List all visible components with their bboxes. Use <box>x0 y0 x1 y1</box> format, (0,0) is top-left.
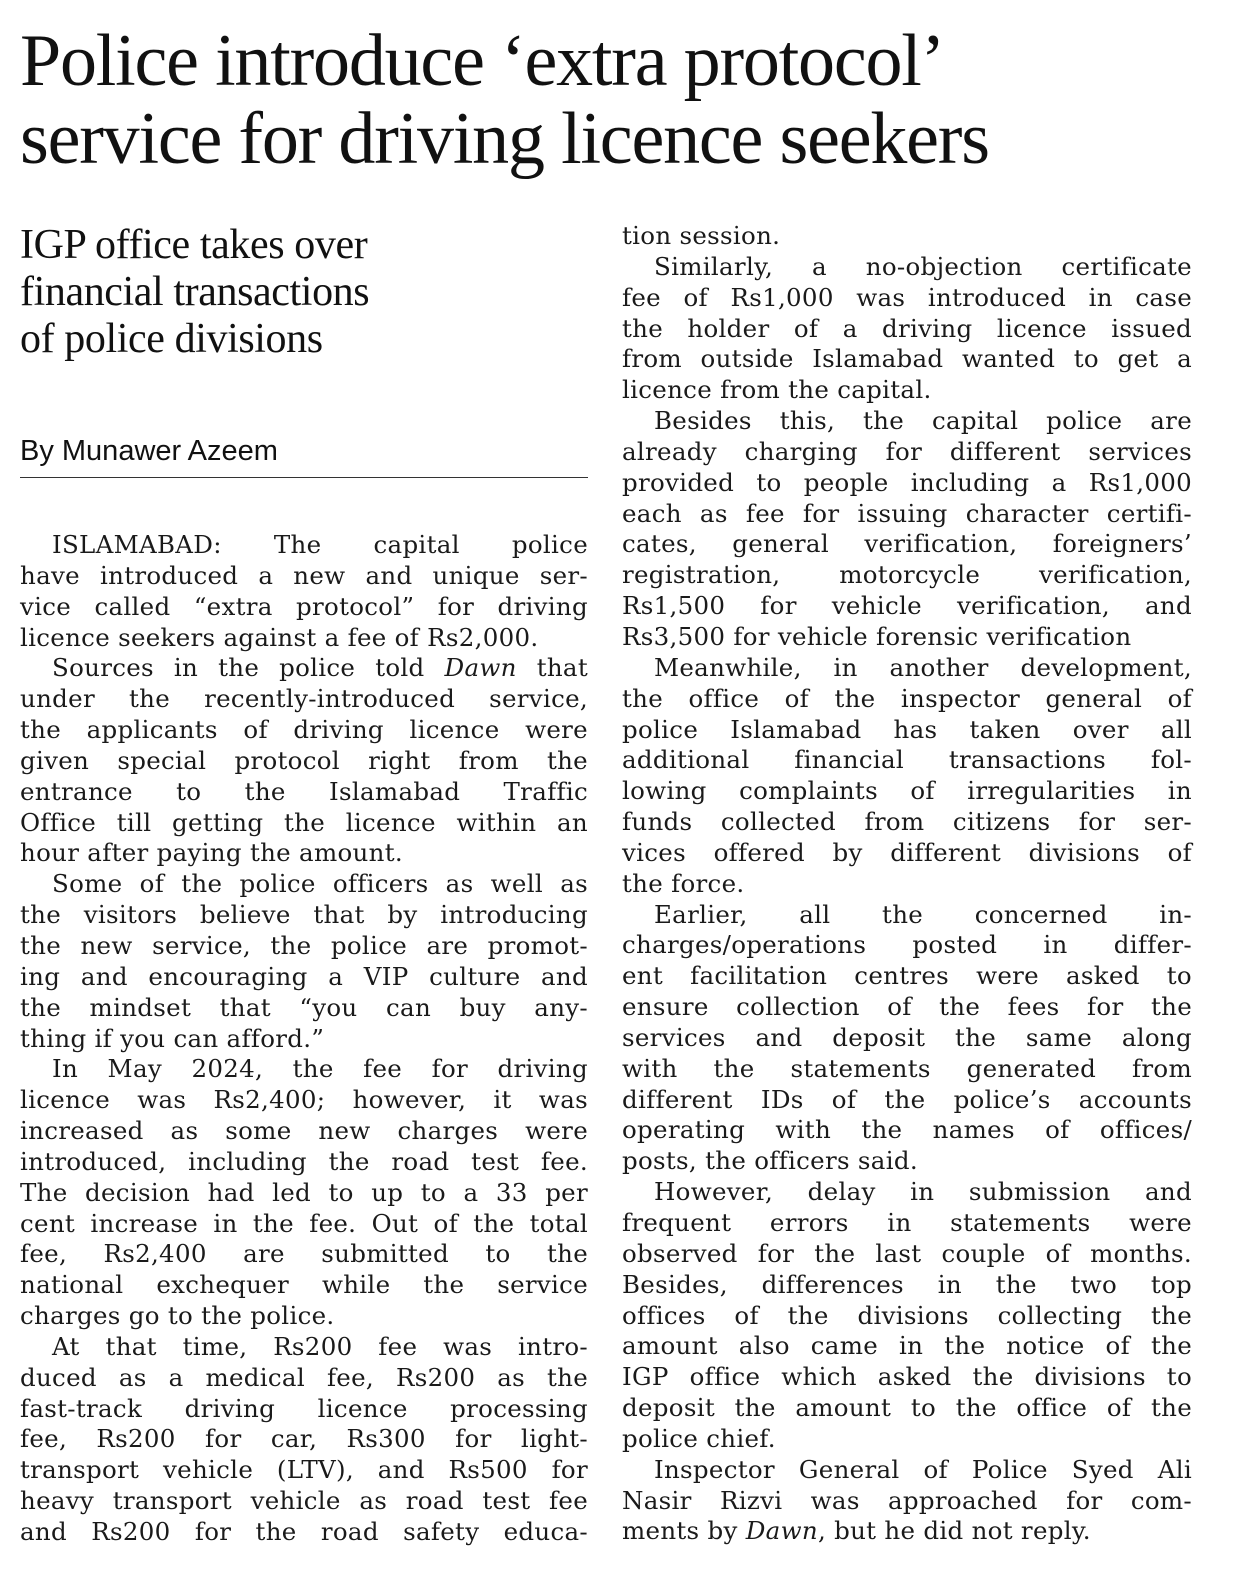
body-text-line: At that time, Rs200 fee was intro- <box>52 1331 588 1361</box>
publication-name: Dawn <box>444 653 517 683</box>
body-text-line: given special protocol right from the <box>20 745 588 775</box>
body-text-line: ensure collection of the fees for the <box>622 992 1192 1022</box>
body-text-line: registration, motorcycle verification, <box>622 560 1192 590</box>
body-text-line: heavy transport vehicle as road test fee <box>20 1486 588 1516</box>
article-column-1 <box>20 530 588 1548</box>
body-text-line: Sources in the police told Dawn that <box>52 653 588 683</box>
body-text-line: operating with the names of offices/ <box>622 1115 1192 1145</box>
body-text-line: and Rs200 for the road safety educa- <box>20 1517 588 1546</box>
subheadline <box>20 222 590 363</box>
body-text-line: IGP office which asked the divisions to <box>622 1362 1192 1392</box>
body-text-line: ments by Dawn, but he did not reply. <box>622 1516 1091 1546</box>
article-column-2 <box>622 221 1192 1547</box>
body-text-line: fee of Rs1,000 was introduced in case <box>622 282 1192 312</box>
body-text-line: charges/operations posted in differ- <box>622 930 1192 960</box>
body-text-line: cent increase in the fee. Out of the total <box>20 1208 588 1238</box>
body-text-line: cates, general verification, foreigners’ <box>622 529 1192 559</box>
subheadline-line: IGP office takes over <box>20 222 368 268</box>
body-text-line: increased as some new charges were <box>20 1116 588 1146</box>
body-text-line: Inspector General of Police Syed Ali <box>654 1454 1192 1484</box>
body-text-line: deposit the amount to the office of the <box>622 1393 1192 1423</box>
body-text-line: additional financial transactions fol- <box>622 745 1192 775</box>
body-text-line: ing and encouraging a VIP culture and <box>20 961 588 991</box>
body-text-line: Office till getting the licence within an <box>20 807 588 837</box>
body-text-line: licence seekers against a fee of Rs2,000. <box>20 622 539 652</box>
body-text-line: with the statements generated from <box>622 1053 1192 1083</box>
body-text-line: national exchequer while the service <box>20 1270 588 1300</box>
body-text-line: However, delay in submission and <box>654 1177 1192 1207</box>
body-text-line: Meanwhile, in another development, <box>654 652 1192 682</box>
body-text-line: thing if you can afford.” <box>20 1023 325 1053</box>
body-text-line: the mindset that “you can buy any- <box>20 992 588 1022</box>
body-text-line: offices of the divisions collecting the <box>622 1300 1192 1330</box>
body-text-line: vices offered by different divisions of <box>622 837 1192 867</box>
body-text-line: from outside Islamabad wanted to get a <box>622 344 1192 374</box>
body-text-line: vice called “extra protocol” for driving <box>20 591 588 621</box>
body-text-line: under the recently-introduced service, <box>20 684 588 714</box>
body-text-line: amount also came in the notice of the <box>622 1331 1192 1361</box>
body-text-line: lowing complaints of irregularities in <box>622 776 1192 806</box>
subheadline-line: of police divisions <box>20 316 323 362</box>
body-text-line: the holder of a driving licence issued <box>622 313 1192 343</box>
body-text-line: Rs1,500 for vehicle verification, and <box>622 591 1192 621</box>
body-text-line: Nasir Rizvi was approached for com- <box>622 1485 1192 1515</box>
body-text-line: have introduced a new and unique ser- <box>20 560 588 590</box>
body-text-line: The decision had led to up to a 33 per <box>20 1177 588 1207</box>
body-text-line: frequent errors in statements were <box>622 1208 1192 1237</box>
body-text-line: services and deposit the same along <box>622 1022 1192 1052</box>
body-text-line: the applicants of driving licence were <box>20 715 588 745</box>
body-text-line: fast-track driving licence processing <box>20 1393 588 1423</box>
body-text-line: posts, the officers said. <box>622 1146 918 1176</box>
byline-divider <box>20 477 588 478</box>
body-text-line: tion session. <box>622 221 781 250</box>
body-text-line: charges go to the police. <box>20 1301 335 1331</box>
subheadline-line: financial transactions <box>20 269 370 315</box>
body-text-line: police Islamabad has taken over all <box>622 714 1192 744</box>
body-text-line: ent facilitation centres were asked to <box>622 961 1192 991</box>
body-text-line: each as fee for issuing character certifi- <box>622 498 1192 528</box>
body-text-line: the new service, the police are promot- <box>20 930 588 960</box>
body-text-line: the visitors believe that by introducing <box>20 900 588 930</box>
body-text-line: the office of the inspector general of <box>622 683 1192 713</box>
body-text-line: different IDs of the police’s accounts <box>622 1084 1192 1114</box>
publication-name: Dawn <box>745 1516 818 1546</box>
body-text-line: Besides this, the capital police are <box>654 406 1192 436</box>
body-text-line: duced as a medical fee, Rs200 as the <box>20 1362 588 1392</box>
body-text-line: observed for the last couple of months. <box>622 1238 1192 1268</box>
body-text-line: introduced, including the road test fee. <box>20 1146 588 1176</box>
body-text-line: entrance to the Islamabad Traffic <box>20 776 588 806</box>
body-text-line: already charging for different services <box>622 436 1192 466</box>
byline: By Munawer Azeem <box>20 435 278 467</box>
body-text-line: Similarly, a no-objection certificate <box>654 251 1192 281</box>
body-text-line: transport vehicle (LTV), and Rs500 for <box>20 1455 588 1485</box>
body-text-line: Some of the police officers as well as <box>52 869 588 899</box>
body-text-line: hour after paying the amount. <box>20 838 403 868</box>
body-text-line: ISLAMABAD: The capital police <box>52 530 588 559</box>
body-text-line: the force. <box>622 868 745 898</box>
body-text-line: In May 2024, the fee for driving <box>52 1054 588 1084</box>
body-text-line: fee, Rs2,400 are submitted to the <box>20 1239 588 1269</box>
body-text-line: fee, Rs200 for car, Rs300 for light- <box>20 1424 588 1454</box>
headline-line: Police introduce ‘extra protocol’ <box>20 20 945 102</box>
body-text-line: police chief. <box>622 1423 776 1453</box>
body-text-line: Rs3,500 for vehicle forensic verification <box>622 621 1132 651</box>
body-text-line: provided to people including a Rs1,000 <box>622 467 1192 497</box>
body-text-line: funds collected from citizens for ser- <box>622 807 1192 837</box>
body-text-line: licence from the capital. <box>622 375 932 405</box>
body-text-line: Besides, differences in the two top <box>622 1269 1192 1299</box>
body-text-line: Earlier, all the concerned in- <box>654 899 1192 929</box>
headline-line: service for driving licence seekers <box>20 98 989 180</box>
body-text-line: licence was Rs2,400; however, it was <box>20 1085 588 1115</box>
headline <box>20 22 1230 178</box>
